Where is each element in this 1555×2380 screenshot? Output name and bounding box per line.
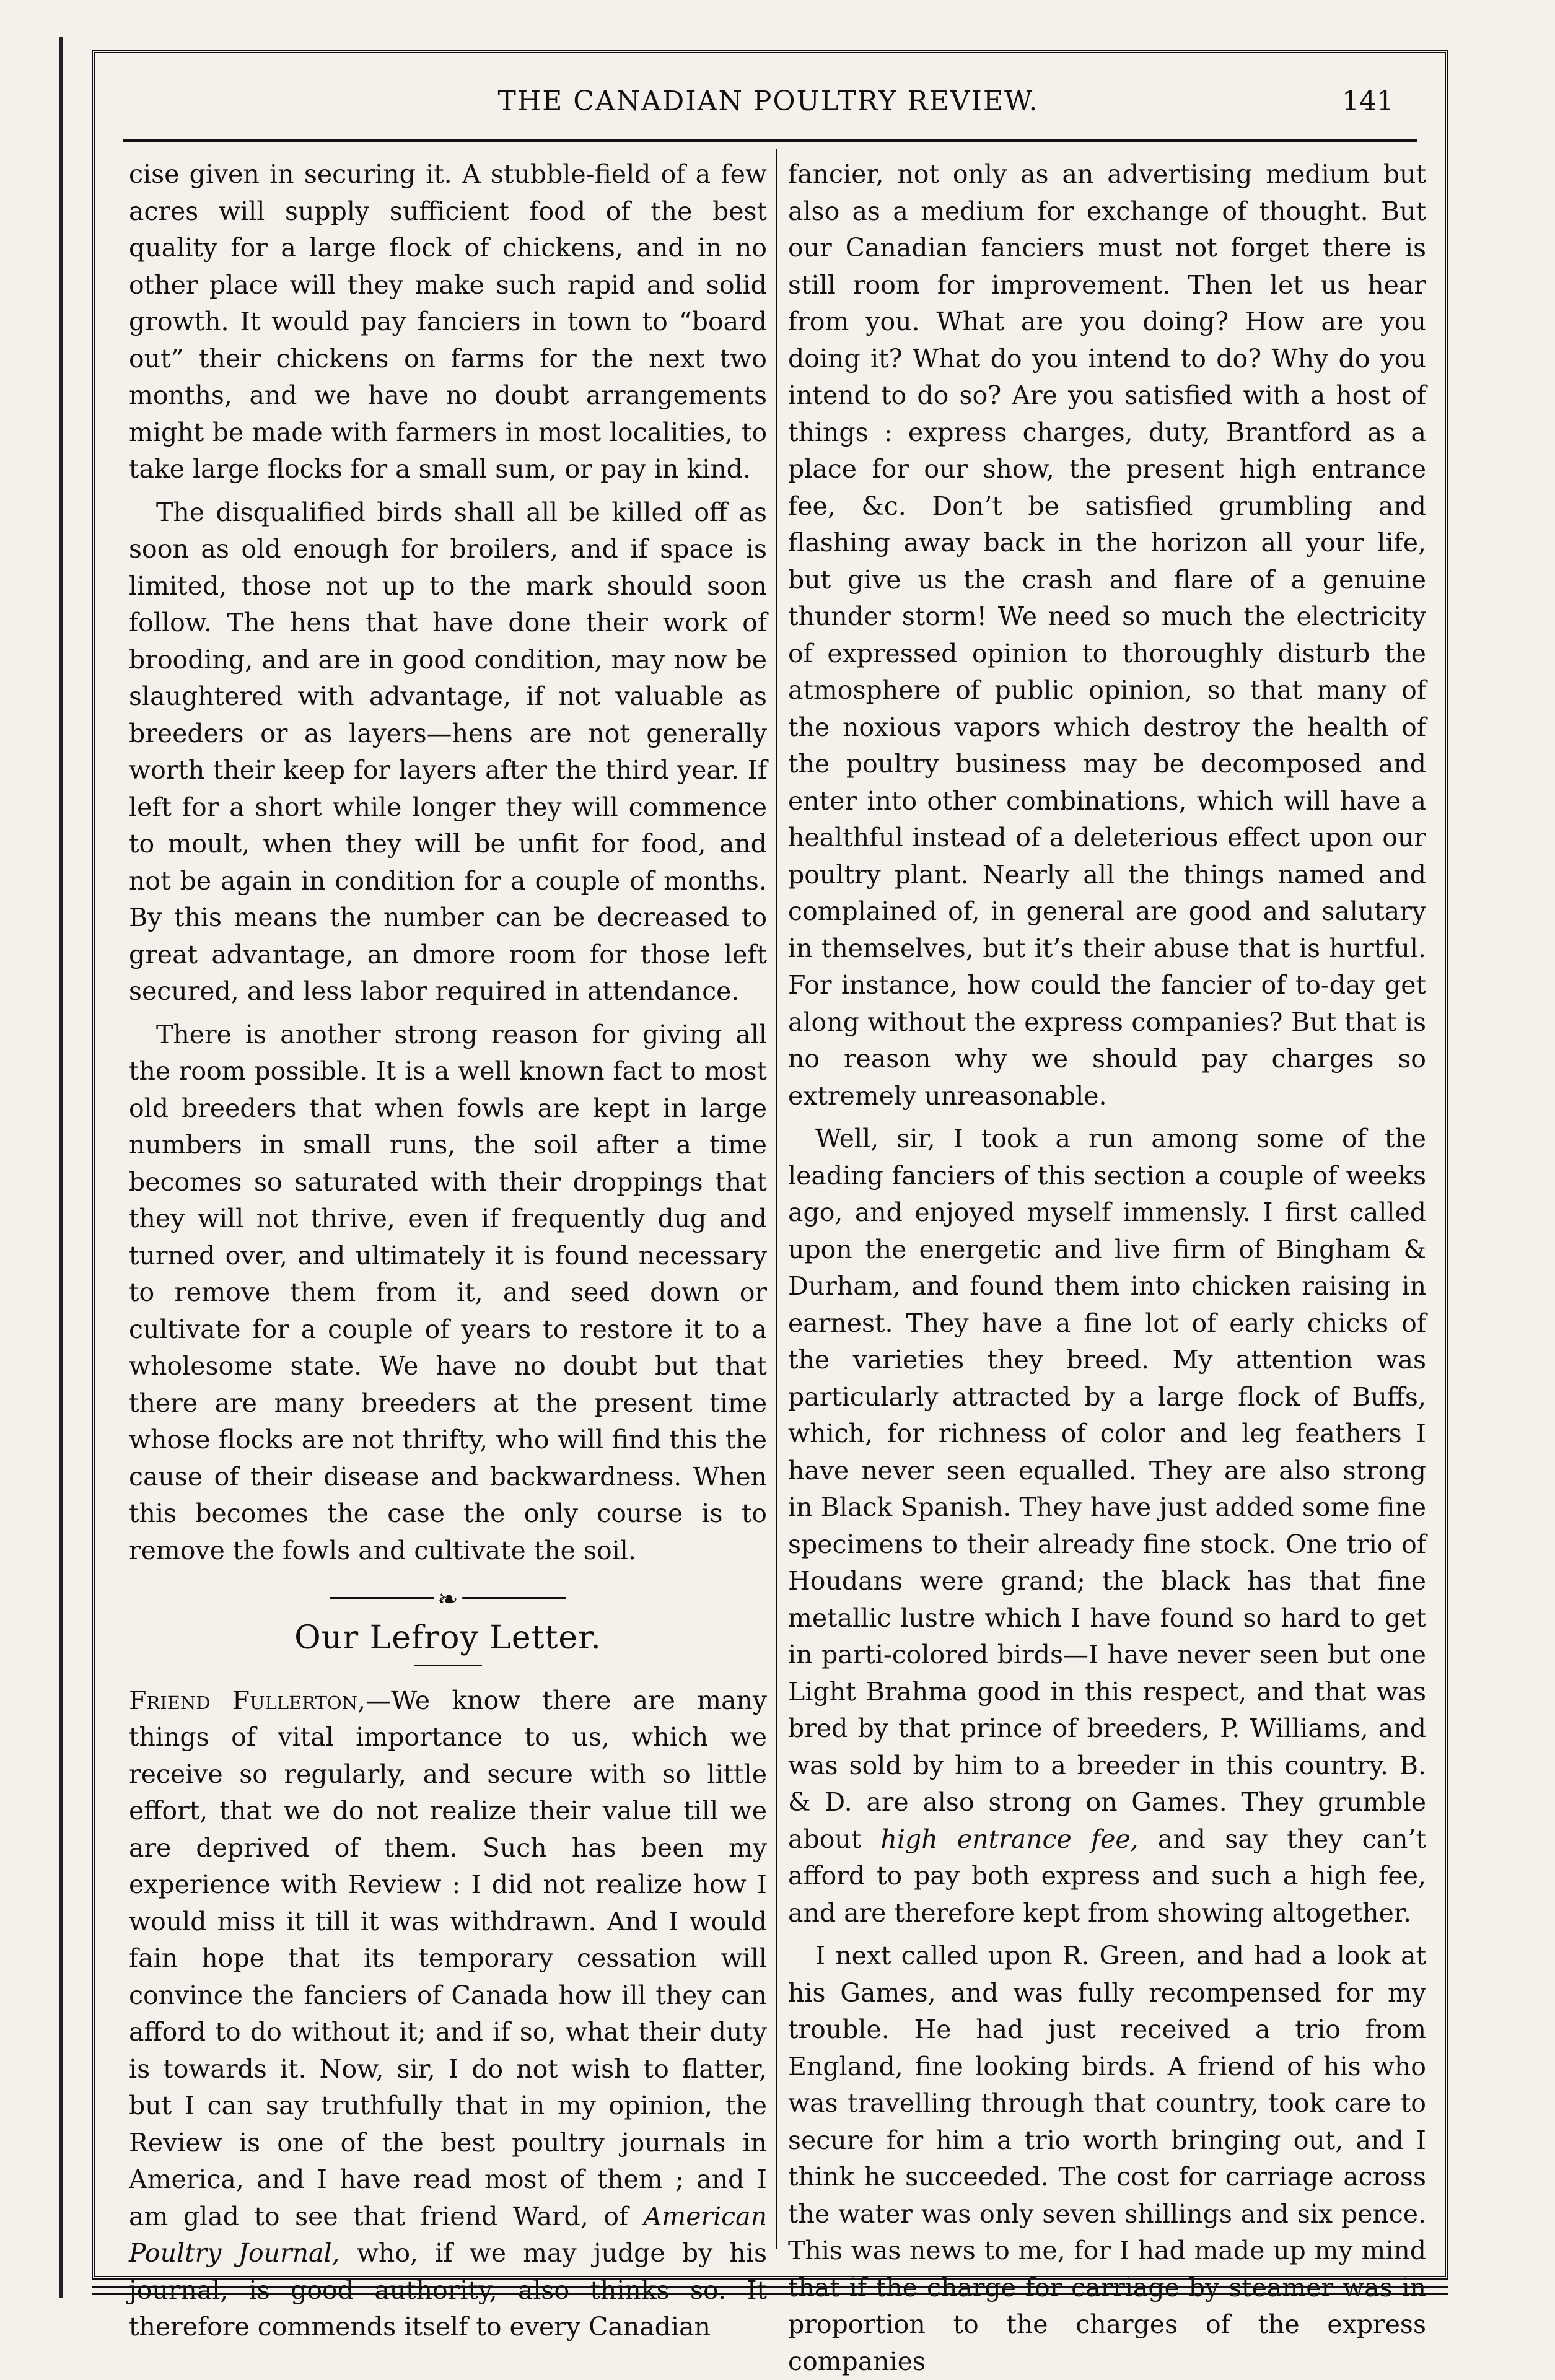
paragraph: cise given in securing it. A stubble-field of a few acres will supply sufficient food of the best quality for a large flock of chickens, and in no other place will they make such rapid and solid growth. It would pay fanciers in town to “board out” their chickens on farms for the next two months, and we have no doubt arrangements might be made with farmers in most localities, to take large flocks for a small sum, or pay in kind. — [129, 159, 767, 484]
letter-paragraph — [129, 1682, 767, 2346]
footer-rule — [92, 2286, 1448, 2295]
journal-title: THE CANADIAN POULTRY REVIEW. — [497, 85, 1039, 117]
page-number: 141 — [1342, 85, 1394, 117]
outer-margin-rule — [59, 37, 63, 2298]
fleuron-icon: ❧ — [434, 1582, 462, 1619]
italic-phrase: high entrance fee, — [880, 1824, 1139, 1854]
paragraph: There is another strong reason for giving all the room possible. It is a well known fact to most old breeders that when fowls are kept in large numbers in small runs, the soil after a time becomes so saturated with their droppings that they will not thrive, even if frequently dug and turned over, and ultimately it is found necessary to remove them from it, and seed down or cultivate for a couple of years to restore it to a wholesome state. We have no doubt but that there are many breeders at the present time whose flocks are not thrifty, who will find this the cause of their disease and backwardness. When this becomes the case the only course is to remove the fowls and cultivate the soil. — [129, 1019, 767, 1565]
paragraph — [788, 1121, 1426, 1932]
paragraph: fancier, not only as an advertising medium but also as a medium for exchange of thought. But our Canadian fanciers must not forget there is still room for improvement. Then let us hear from you. What are you doing? How are you doing it? What do you intend to do? Why do you intend to do so? Are you satisfied with a host of things : express charges, duty, Brantford as a place for our show, the present high entrance fee, &c. Don’t be satisfied grumbling and flashing away back in the horizon all your life, but give us the crash and flare of a genuine thunder storm! We need so much the electricity of expressed opinion to thoroughly disturb the atmosphere of public opinion, so that many of the noxious vapors which destroy the health of the poultry business may be decomposed and enter into other combinations, which will have a healthful instead of a deleterious effect upon our poultry plant. Nearly all the things named and complained of, in general are good and salutary in themselves, but it’s their abuse that is hurtful. For instance, how could the fancier of to-day get along without the express companies? But that is no reason why we should pay charges so extremely unreasonable. — [788, 159, 1426, 1111]
paragraph: I next called upon R. Green, and had a look at his Games, and was fully recompensed for my trouble. He had just received a trio from England, fine looking birds. A friend of his who was travelling through that country, took care to secure for him a trio worth bringing out, and I think he succeeded. The cost for carriage across the water was only seven shillings and six pence. This was news to me, for I had made up my mind that if the charge for carriage by steamer was in proportion to the charges of the express companies — [788, 1941, 1426, 2376]
letter-tail: who, if we may judge by his journal, is good authority, also thinks so. It therefore commends itself to every Canadian — [129, 2238, 767, 2342]
right-column — [788, 156, 1426, 2380]
paragraph: The disqualified birds shall all be killed off as soon as old enough for broilers, and if space is limited, those not up to the mark should soon follow. The hens that have done their work of brooding, and are in good condition, may now be slaughtered with advantage, if not valuable as breeders or as layers—hens are not generally worth their keep for layers after the third year. If left for a short while longer they will commence to moult, when they will be unfit for food, and not be again in condition for a couple of months. By this means the number can be decreased to great advantage, an dmore room for those left secured, and less labor required in attendance. — [129, 497, 767, 1006]
ornamental-divider — [330, 1585, 566, 1614]
running-head — [99, 79, 1437, 135]
paragraph-text: and say they can’t afford to pay both express and such a high fee, and are therefore kept from showing altogether. — [788, 1824, 1426, 1928]
header-rule — [123, 139, 1417, 142]
journal-name: American Poultry Journal, — [129, 2201, 767, 2268]
letter-body: —We know there are many things of vital importance to us, which we receive so regularly, and secure with so little effort, that we do not realize their value till we are deprived of them. Such has been my experience with Review : I did not realize how I would miss it till it was withdrawn. And I would fain hope that its temporary cessation will convince the fanciers of Canada how ill they can afford to do without it; and if so, what their duty is towards it. Now, sir, I do not wish to flatter, but I can say truthfully that in my opinion, the Review is one of the best poultry journals in America, and I have read most of them ; and I am glad to see that friend Ward, of — [129, 1685, 767, 2231]
column-divider — [776, 149, 778, 2249]
paragraph-text: Well, sir, I took a run among some of the leading fanciers of this section a couple of weeks ago, and enjoyed myself immensly. I first called upon the energetic and live firm of Bingham & Durham, and found them into chicken raising in earnest. They have a fine lot of early chicks of the varieties they breed. My attention was particularly attracted by a large flock of Buffs, which, for richness of color and leg feathers I have never seen equalled. They are also strong in Black Spanish. They have just added some fine specimens to their already fine stock. One trio of Houdans were grand; the black has that fine metallic lustre which I have found so hard to get in parti-colored birds—I have never seen but one Light Brahma good in this respect, and that was bred by that prince of breeders, P. Williams, and was sold by him to a breeder in this country. B. & D. are also strong on Games. They grumble about — [788, 1124, 1426, 1854]
letter-salutation: Friend Fullerton, — [129, 1685, 366, 1715]
left-column — [129, 156, 767, 2346]
title-rule — [414, 1665, 482, 1666]
section-title: Our Lefroy Letter. — [294, 1619, 602, 1656]
